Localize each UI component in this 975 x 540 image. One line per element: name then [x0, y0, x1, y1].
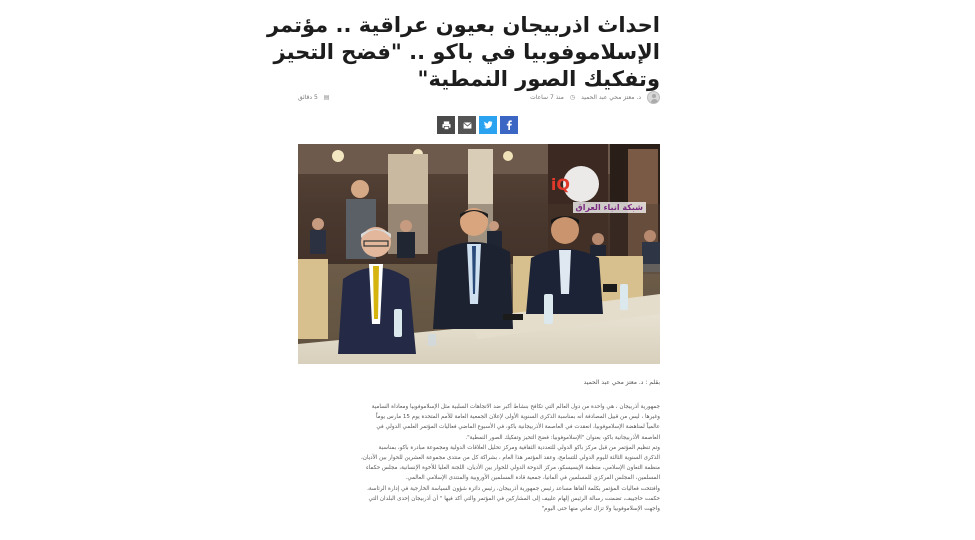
author-name[interactable]: د. معتز محي عبد الحميد: [581, 93, 641, 101]
share-buttons: [437, 116, 518, 134]
twitter-button[interactable]: [479, 116, 497, 134]
body-line: منظمة التعاون الإسلامي، منظمة الإيسيسكو، مركز الدوحة الدولي للحوار بين الأديان، اللجنة العليا للأخوة الإنسانية، مجلس حكماء: [366, 465, 660, 472]
body-line: جمهورية أذربيجان ، هي واحدة من دول العالم التي تكافح بنشاط أكبر ضد الاتجاهات السلبية مثل الإسلاموفوبيا ومعاداة السامية: [371, 404, 660, 410]
read-time: 5 دقائق: [298, 93, 318, 101]
body-line: الذكرى السنوية الثالثة لليوم الدولي للتسامح، وعقد المؤتمر هذا العام ، بشراكة كل من منتدى مجموعة العشرين للحوار بين الأديان،: [360, 455, 660, 462]
body-line: وافتتحت فعاليات المؤتمر بكلمة ألقاها مساعد رئيس جمهورية أذربيجان، رئيس دائرة شؤون السياسة الخارجية في إدارة الرئاسة،: [367, 485, 660, 492]
email-button[interactable]: [458, 116, 476, 134]
facebook-icon: [506, 120, 512, 130]
conference-photo: [298, 144, 660, 364]
body-line: المسلمين، المجلس المركزي للمسلمين في ألمانيا، جمعية قادة المسلمين الأوروبية والمنتدى الإسلامي العالمي.: [405, 475, 660, 482]
body-line: حكمت حاجييف، تضمنت رسالة الرئيس إلهام علييف إلى المشاركين في المؤتمر والتي أكد فيها " أن أذربيجان إحدى البلدان التي: [368, 495, 660, 502]
article-meta: [298, 90, 660, 104]
body-line: عالمياً لمناهضة الإسلاموفوبيا، انعقدت في العاصمة الأذربيجانية باكو، في الأسبوع الماضي فعاليات المؤتمر العلمي الدولي في: [376, 424, 660, 431]
body-line: وغيرها ، ليس من قبيل المصادفة أنه بمناسبة الذكرى السنوية الأولى لإعلان الجمعية العامة للأمم المتحدة يوم 15 مارس يوماً: [375, 414, 660, 421]
clock-icon: ◷: [569, 93, 576, 101]
byline: بقلم : د. معتز محي عبد الحميد: [583, 379, 660, 386]
title-line: الإسلاموفوبيا في باكو .. "فضح التحيز: [273, 40, 660, 64]
photo-logo-text: شبكة انباء العراق: [573, 202, 646, 213]
mail-icon: [463, 122, 472, 129]
svg-text:iQ: iQ: [550, 175, 570, 194]
article-title: [266, 12, 660, 93]
article-photo: [298, 144, 660, 364]
body-line: العاصمة الأذربيجانية باكو، بعنوان "الإسلاموفوبيا: فضح التحيز وتفكيك الصور النمطية".: [465, 434, 660, 441]
twitter-icon: [484, 121, 493, 129]
print-button[interactable]: [437, 116, 455, 134]
post-time: منذ 7 ساعات: [530, 93, 564, 101]
author-avatar: [647, 91, 660, 104]
print-icon: [442, 121, 451, 130]
facebook-button[interactable]: [500, 116, 518, 134]
title-line: وتفكيك الصور النمطية": [417, 67, 660, 91]
body-line: واجهت الإسلاموفوبيا ولا تزال تعاني منها حتى اليوم": [541, 506, 660, 513]
views-icon: ▤: [323, 93, 330, 101]
article: [266, 0, 660, 540]
article-body: [298, 402, 660, 514]
title-line: احداث اذربيجان بعيون عراقية .. مؤتمر: [266, 13, 660, 37]
body-line: وتم تنظيم المؤتمر من قبل مركز باكو الدولي للتعددية الثقافية ومركز تحليل العلاقات الدولية ومجموعة مبادرة باكو، بمناسبة: [378, 444, 660, 451]
